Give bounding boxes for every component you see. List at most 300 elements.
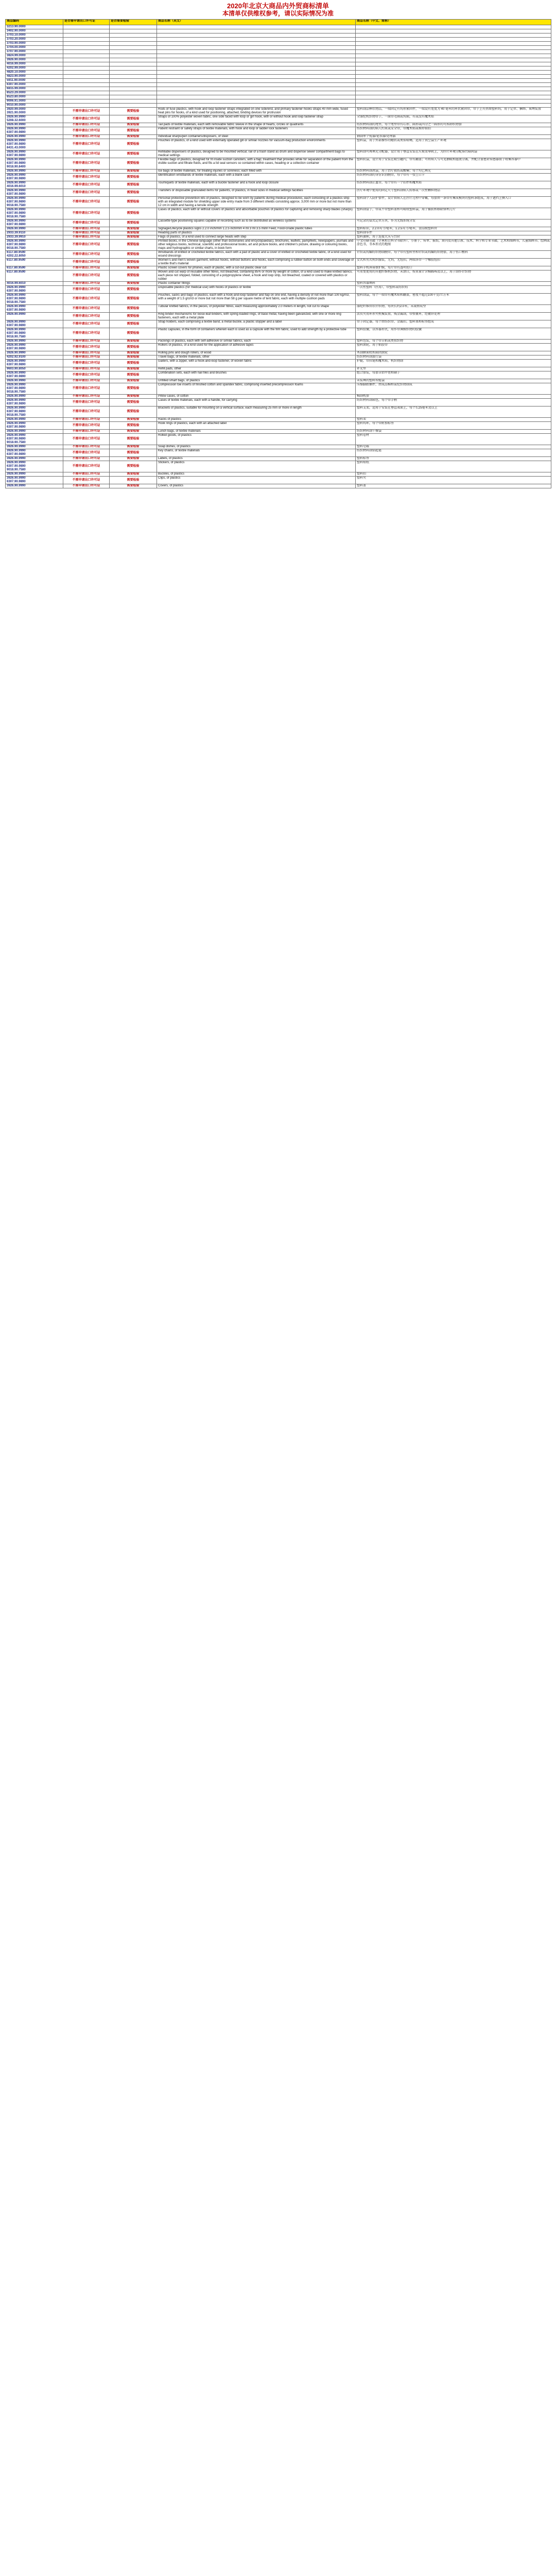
row-license-cell	[63, 42, 110, 46]
row-code-cell: 3926.90.9990	[6, 457, 63, 461]
row-license-cell: 不需申请出口许可证	[63, 123, 110, 127]
table-row	[6, 46, 551, 50]
row-name-en-cell: Rolling pins and dough rollers, of wood	[157, 351, 356, 355]
document-subtitle: 本清单仅供维权参考，请以实际情况为准	[222, 10, 334, 17]
table-row	[6, 434, 551, 445]
row-inspection-cell: 需要检验	[110, 259, 157, 266]
row-license-cell	[63, 33, 110, 38]
row-name-cn-cell: 塑料贴纸	[356, 461, 551, 472]
row-name-en-cell: Brackets of plastics, suitable for mounting on a vertical surface, each measuring 25 mm or more in length	[157, 406, 356, 418]
table-row	[6, 174, 551, 181]
row-license-cell: 不需申请出口许可证	[63, 484, 110, 488]
row-name-cn-cell: 纺织材料制的病人约束或安全带，带魔术贴或梯形锁扣	[356, 127, 551, 135]
table-row	[6, 266, 551, 270]
row-name-cn-cell: 塑料皂碟	[356, 445, 551, 449]
row-inspection-cell: 需要检验	[110, 174, 157, 181]
table-row	[6, 158, 551, 170]
row-name-cn-cell: 塑料扣	[356, 472, 551, 477]
row-license-cell: 不需申请出口许可证	[63, 270, 110, 282]
table-row	[6, 406, 551, 418]
row-license-cell: 不需申请出口许可证	[63, 313, 110, 320]
row-name-en-cell	[157, 50, 356, 54]
row-name-cn-cell	[356, 79, 551, 83]
row-code-cell: 6117.80.9590 4202.22.8050	[6, 251, 63, 259]
row-name-cn-cell	[356, 62, 551, 66]
row-code-cell: 3926.90.9990	[6, 135, 63, 139]
row-license-cell: 不需申请出口许可证	[63, 360, 110, 367]
row-name-cn-cell	[356, 46, 551, 50]
row-license-cell: 不需申请出口许可证	[63, 235, 110, 240]
row-name-cn-cell: 塑料包装，每个带自粘或类似织物	[356, 340, 551, 344]
row-name-en-cell: Pouches of plastics, of a kind used with externally operated gill or similar nozzles for vacuum-bag production environments	[157, 139, 356, 150]
row-code-cell: 3926.90.9990 6307.90.9890 9018.90.7580	[6, 240, 63, 251]
row-inspection-cell: 需要检验	[110, 270, 157, 282]
row-name-cn-cell: 塑料钩环，每个带附加标签	[356, 422, 551, 430]
row-name-en-cell: Individual sharps/pen containers/disposers, of steel	[157, 135, 356, 139]
row-license-cell: 不需申请出口许可证	[63, 158, 110, 170]
row-inspection-cell	[110, 83, 157, 87]
row-license-cell	[63, 87, 110, 91]
row-license-cell: 不需申请出口许可证	[63, 399, 110, 406]
row-name-cn-cell: 可记录的盒式定位方块，作为无线系统分发	[356, 219, 551, 227]
table-row	[6, 54, 551, 58]
row-name-en-cell	[157, 99, 356, 104]
row-inspection-cell: 需要检验	[110, 135, 157, 139]
row-name-en-cell	[157, 54, 356, 58]
table-body	[6, 25, 551, 488]
row-code-cell: 3402.90.0000	[6, 29, 63, 33]
row-name-en-cell: Wristbands of knitted or crocheted textile fabrics, each with a pad of plastic and a cover of knitted or crocheted textile fabric, of a kind used for wound dressings	[157, 251, 356, 259]
row-inspection-cell	[110, 75, 157, 79]
row-name-cn-cell: 纺织材料制箱包，每个带手柄	[356, 399, 551, 406]
table-row	[6, 50, 551, 54]
row-name-cn-cell: 钢制单个锐器/笔容器/处理器	[356, 135, 551, 139]
table-row	[6, 395, 551, 399]
row-license-cell: 不需申请出口许可证	[63, 418, 110, 422]
row-name-en-cell: Key chains, of textile materials	[157, 449, 356, 457]
row-name-cn-cell: 可重复使用的其他纤维机织物，未漂白，按重量计含棉85%及以上，用于制作针织物	[356, 270, 551, 282]
table-row	[6, 189, 551, 197]
row-name-en-cell: Signage/Lifecycle plastics signs 2.2.0 inch/mm 1.2.5 inch/mm 4 ml 3 ml 3.5 ml/in Feed, Food-Grade plastic tubes	[157, 227, 356, 231]
table-row	[6, 251, 551, 259]
row-code-cell: 3926.90.9990 6307.90.9890	[6, 344, 63, 351]
row-name-en-cell	[157, 104, 356, 108]
row-name-en-cell: Plastic container fillings	[157, 282, 356, 286]
row-inspection-cell: 需要检验	[110, 449, 157, 457]
row-license-cell	[63, 58, 110, 62]
row-name-en-cell: Printed books, in the Chinese language (other than dictionaries and encyclopaedias), brochures, leaflets, pamphlets, newspapers, journals and other religious books, technical, scientific and professional books, art and picture books, and children's picture, drawing or colouring books, maps and hydrographic or similar charts, in book form	[157, 240, 356, 251]
row-inspection-cell	[110, 62, 157, 66]
row-name-en-cell: Disposable plastics (for medical use) with hooks of plastics or textile	[157, 286, 356, 294]
row-name-cn-cell: 塑料制袋，每个一端带有魔术贴和翻盖，密度不超过100千克/立方米	[356, 294, 551, 305]
row-inspection-cell: 需要检验	[110, 351, 157, 355]
table-row	[6, 379, 551, 383]
row-name-en-cell: Rollers of plastics, of a kind used for the application of adhesive tapes	[157, 344, 356, 351]
row-code-cell: 3926.90.9990 6307.90.9890	[6, 150, 63, 158]
row-name-cn-cell: 塑料制品棒状物品，一端固定有钩形紧固件，一端设有宽度为 40 毫米的环状紧固带，带子上有热熔塑料钩，用于定位、捆绑、束缚装置	[356, 108, 551, 115]
table-row	[6, 139, 551, 150]
row-inspection-cell	[110, 50, 157, 54]
row-code-cell: 3926.90.9990 6307.90.9890 9018.90.7580	[6, 406, 63, 418]
row-name-cn-cell: 塑料盖	[356, 484, 551, 488]
row-name-en-cell: Soap dishes, of plastics	[157, 445, 356, 449]
table-row	[6, 227, 551, 231]
row-name-cn-cell	[356, 38, 551, 42]
row-license-cell: 不需申请出口许可证	[63, 472, 110, 477]
row-name-cn-cell: 棉制枕套	[356, 395, 551, 399]
row-name-cn-cell	[356, 71, 551, 75]
row-inspection-cell: 需要检验	[110, 313, 157, 320]
row-name-cn-cell: 补充垫	[356, 367, 551, 371]
row-name-en-cell	[157, 95, 356, 99]
row-name-cn-cell: 塑料制零件	[356, 231, 551, 235]
row-inspection-cell: 需要检验	[110, 305, 157, 313]
row-license-cell: 不需申请出口许可证	[63, 282, 110, 286]
row-inspection-cell	[110, 91, 157, 95]
row-name-en-cell	[157, 79, 356, 83]
row-code-cell: 3926.90.9990	[6, 445, 63, 449]
table-row	[6, 108, 551, 115]
row-license-cell	[63, 104, 110, 108]
row-name-en-cell: Pouches, sacks and bags of plastics, each with a hook-and-loop fastener and flap on one end, having a density of not more than 100 kg/m3, with a weight of 1.5 g/cm3 or more but not more than 58 g per square metre of tent fabric, each with multiple cushion pads	[157, 294, 356, 305]
table-row	[6, 418, 551, 422]
row-name-cn-cell	[356, 104, 551, 108]
row-license-cell: 不需申请出口许可证	[63, 251, 110, 259]
row-license-cell: 不需申请出口许可证	[63, 328, 110, 340]
table-row	[6, 286, 551, 294]
row-license-cell	[63, 29, 110, 33]
table-row	[6, 123, 551, 127]
row-license-cell: 不需申请出口许可证	[63, 139, 110, 150]
row-name-cn-cell	[356, 29, 551, 33]
table-row	[6, 135, 551, 139]
row-code-cell: 4202.92.9100	[6, 355, 63, 360]
row-name-cn-cell: 塑料制个人防护套件，设计供病人在医疗过程中穿戴，每套由一条带有集成模块的塑料条组成，用于遮挡上侧入口	[356, 197, 551, 208]
row-inspection-cell: 需要检验	[110, 477, 157, 484]
table-row	[6, 422, 551, 430]
row-license-cell	[63, 46, 110, 50]
row-license-cell: 不需申请出口许可证	[63, 434, 110, 445]
row-name-en-cell: Plastic screen covers for phones, each of plastic, with a cut-out plastic clear cut	[157, 266, 356, 270]
row-inspection-cell: 需要检验	[110, 158, 157, 170]
row-inspection-cell: 需要检验	[110, 379, 157, 383]
row-name-en-cell: Women's and men's woven garment, without hooks, without buttons and hooks, each comprising a rubber button on both ends and coverage of a textile that's material	[157, 259, 356, 266]
row-name-cn-cell: 全涤纶机织物带子，一面带毛圈或钩面，有或没有魔术贴	[356, 115, 551, 123]
row-inspection-cell: 需要检验	[110, 108, 157, 115]
row-inspection-cell: 需要检验	[110, 219, 157, 227]
table-row	[6, 62, 551, 66]
row-name-en-cell: Refillable dispensers of plastics, designed to be mounted vertical; rail of a trash stand as drum and dispense sewer compartment bags to medical settings	[157, 150, 356, 158]
row-name-cn-cell: 塑料夹	[356, 477, 551, 484]
row-name-en-cell: Tubular knitted fabrics, in the pieces, of polyester fibres, each measuring approximately 2.0 meters in length, not cut to shape	[157, 305, 356, 313]
table-row	[6, 328, 551, 340]
table-header-row	[6, 20, 551, 25]
row-inspection-cell: 需要检验	[110, 266, 157, 270]
row-code-cell: 3703.20.0000	[6, 38, 63, 42]
row-code-cell: 3926.90.9990 6307.90.9890 9018.90.7580	[6, 383, 63, 395]
row-name-cn-cell: 组合套装，每套含指甲锉和刷子	[356, 371, 551, 379]
row-code-cell: 3926.90.9990 6307.90.9890	[6, 189, 63, 197]
row-inspection-cell	[110, 87, 157, 91]
row-code-cell: 3703.90.0000	[6, 42, 63, 46]
row-name-cn-cell: 塑料滚轮，用于粘胶带	[356, 344, 551, 351]
row-name-cn-cell: 塑料制可再填充分配器，设计用于垂直安装在垃圾架导轨上，为医疗环境分配排污隔间袋	[356, 150, 551, 158]
row-license-cell: 不需申请出口许可证	[63, 340, 110, 344]
table-row	[6, 115, 551, 123]
table-row	[6, 367, 551, 371]
row-name-en-cell	[157, 42, 356, 46]
row-code-cell: 3926.90.9990	[6, 351, 63, 355]
document-sheet	[5, 0, 551, 488]
row-code-cell: 3926.90.9990 6307.90.9890	[6, 399, 63, 406]
row-inspection-cell	[110, 66, 157, 71]
row-inspection-cell: 需要检验	[110, 294, 157, 305]
row-code-cell: 6815.99.0000	[6, 87, 63, 91]
row-code-cell: 3926.90.9990 5208.32.6000	[6, 115, 63, 123]
row-name-en-cell: Hook rings of plastics, each with an attached label	[157, 422, 356, 430]
header-license: 是否需申请出口许可证	[63, 20, 110, 25]
row-license-cell: 不需申请出口许可证	[63, 406, 110, 418]
row-code-cell: 3707.90.0000	[6, 50, 63, 54]
row-name-cn-cell: 未装填的塑料智能袋	[356, 379, 551, 383]
table-row	[6, 399, 551, 406]
row-code-cell: 5911.90.0000	[6, 79, 63, 83]
row-name-en-cell: Personal protective prevention kits of plastics, designed to be worn by patients during medical procedures, each consisting of a plastics strip with an integrated module for shielding upper side entry made from 3 different shields consisting approx. 3,000 mm or more but not more than 12 cm in width and having a tensile strength	[157, 197, 356, 208]
table-row	[6, 461, 551, 472]
row-name-en-cell: Strap holders, each comprising a textile band, a metal buckle, a plastic stopper and a label	[157, 320, 356, 328]
table-row	[6, 104, 551, 108]
table-row	[6, 340, 551, 344]
table-row	[6, 445, 551, 449]
header-inspection: 是否需要检验	[110, 20, 157, 25]
row-inspection-cell: 需要检验	[110, 328, 157, 340]
row-inspection-cell: 需要检验	[110, 115, 157, 123]
row-license-cell: 不需申请出口许可证	[63, 197, 110, 208]
row-inspection-cell: 需要检验	[110, 150, 157, 158]
row-inspection-cell	[110, 95, 157, 99]
row-license-cell	[63, 79, 110, 83]
row-code-cell: 3926.90.9990	[6, 313, 63, 320]
row-name-cn-cell: 纺织材料制的尾垫，每个尾垫带有心形、圆形或四分之一圆形的可拆卸织物套	[356, 123, 551, 127]
row-inspection-cell: 需要检验	[110, 344, 157, 351]
row-name-cn-cell: 塑料架	[356, 418, 551, 422]
row-name-en-cell: Cassette-type positioning squares capable of recording such as to be distributed as wireless systems	[157, 219, 356, 227]
row-license-cell: 不需申请出口许可证	[63, 108, 110, 115]
row-inspection-cell	[110, 99, 157, 104]
row-code-cell: 3926.90.9990 6307.90.9890 9018.90.7580	[6, 208, 63, 219]
row-name-cn-cell	[356, 42, 551, 46]
row-name-en-cell	[157, 71, 356, 75]
row-name-en-cell: Plastic capsules, in the form of containers wherein each is used as a capsule with the film fabric, used to add strength by a protective tube	[157, 328, 356, 340]
table-row	[6, 351, 551, 355]
row-name-en-cell: Labels, of plastics	[157, 457, 356, 461]
row-name-en-cell: Straps of 100% polyester woven fabric, one side faced with loop or girl hook, with or without hook and loop fastener strap	[157, 115, 356, 123]
row-inspection-cell	[110, 42, 157, 46]
row-license-cell: 不需申请出口许可证	[63, 150, 110, 158]
row-inspection-cell: 需要检验	[110, 484, 157, 488]
row-license-cell: 不需申请出口许可证	[63, 395, 110, 399]
row-name-en-cell: Ring binder mechanisms for loose-leaf binders, with spring-loaded rings, of base metal, having been galvanized, with one or more ring fasteners, each with a metal plate	[157, 313, 356, 320]
table-row	[6, 219, 551, 227]
row-name-en-cell: Refill pads, other	[157, 367, 356, 371]
row-name-en-cell	[157, 58, 356, 62]
row-name-cn-cell: 护腿，带拉链和魔术贴，机织物制	[356, 360, 551, 367]
row-name-en-cell: Travel bags, of textile materials, other	[157, 355, 356, 360]
row-inspection-cell: 需要检验	[110, 355, 157, 360]
row-license-cell: 不需申请出口许可证	[63, 445, 110, 449]
row-name-cn-cell: 塑料标识，2.2.0英寸/毫米，1.2.5英寸/毫米，食品级塑料管	[356, 227, 551, 231]
row-inspection-cell: 需要检验	[110, 418, 157, 422]
table-row	[6, 457, 551, 461]
row-name-cn-cell: 医疗环境中使用的固定尺寸塑料制病人转移或一次性颗粒物品	[356, 189, 551, 197]
row-inspection-cell: 需要检验	[110, 367, 157, 371]
table-row	[6, 75, 551, 79]
row-code-cell: 3926.90.9990 6307.90.9890 9018.90.7580	[6, 328, 63, 340]
row-inspection-cell: 需要检验	[110, 430, 157, 434]
row-name-en-cell: Covers, of plastics	[157, 484, 356, 488]
row-inspection-cell	[110, 54, 157, 58]
row-license-cell: 不需申请出口许可证	[63, 344, 110, 351]
row-name-en-cell: Compression toe inserts of finished cotton and spandex fabric, comprising inserted precompression foams	[157, 383, 356, 395]
row-code-cell: 3926.90.9990 6307.90.9890	[6, 127, 63, 135]
table-row	[6, 42, 551, 46]
row-name-cn-cell	[356, 99, 551, 104]
row-code-cell: 3926.90.9990 6307.90.9890	[6, 305, 63, 313]
row-code-cell: 9006.91.0000	[6, 99, 63, 104]
table-row	[6, 150, 551, 158]
row-name-en-cell: Clips, of plastics	[157, 477, 356, 484]
row-license-cell: 不需申请出口许可证	[63, 294, 110, 305]
row-name-en-cell: Rolled goods, of plastics	[157, 434, 356, 445]
row-name-en-cell	[157, 38, 356, 42]
row-code-cell: 8523.80.0000	[6, 95, 63, 99]
row-name-cn-cell	[356, 25, 551, 29]
row-code-cell: 3926.90.9990 6307.90.9890	[6, 477, 63, 484]
row-code-cell: 4016.99.0000	[6, 62, 63, 66]
row-code-cell: 3926.90.9990	[6, 472, 63, 477]
row-name-cn-cell: 一次性塑料（医用），带塑料或纺织钩	[356, 286, 551, 294]
row-code-cell: 3703.10.0000	[6, 33, 63, 38]
row-inspection-cell: 需要检验	[110, 282, 157, 286]
row-inspection-cell: 需要检验	[110, 286, 157, 294]
row-name-en-cell	[157, 29, 356, 33]
row-name-cn-cell	[356, 91, 551, 95]
row-name-cn-cell	[356, 87, 551, 91]
row-inspection-cell: 需要检验	[110, 227, 157, 231]
row-name-cn-cell	[356, 50, 551, 54]
row-license-cell: 不需申请出口许可证	[63, 371, 110, 379]
row-license-cell: 不需申请出口许可证	[63, 461, 110, 472]
row-license-cell: 不需申请出口许可证	[63, 320, 110, 328]
row-inspection-cell: 需要检验	[110, 422, 157, 430]
row-license-cell: 不需申请出口许可证	[63, 477, 110, 484]
row-license-cell: 不需申请出口许可证	[63, 430, 110, 434]
row-name-cn-cell: 塑料袋，用于外部操作的鳃状或类似喷嘴，适用于真空袋生产环境	[356, 139, 551, 150]
row-name-en-cell: Packings of plastics, each with self-adhesive or similar fabrics, each	[157, 340, 356, 344]
table-row	[6, 477, 551, 484]
row-inspection-cell	[110, 58, 157, 62]
row-license-cell: 不需申请出口许可证	[63, 259, 110, 266]
row-inspection-cell: 需要检验	[110, 231, 157, 235]
row-license-cell: 不需申请出口许可证	[63, 174, 110, 181]
row-name-cn-cell	[356, 83, 551, 87]
row-code-cell: 2933.39.9110	[6, 231, 63, 235]
table-row	[6, 170, 551, 174]
row-license-cell	[63, 75, 110, 79]
row-code-cell: 6117.80.9590	[6, 266, 63, 270]
table-row	[6, 197, 551, 208]
row-inspection-cell: 需要检验	[110, 461, 157, 472]
row-code-cell: 3926.90.9990 6307.90.9890 9018.90.7580	[6, 461, 63, 472]
row-name-cn-cell: 带子固定器，每个由纺织带、金属扣、塑料塞和标签组成	[356, 320, 551, 328]
table-row	[6, 294, 551, 305]
row-name-en-cell: Patient restraint or safety straps of textile materials, with hook and loop or ladder lock fasteners	[157, 127, 356, 135]
row-license-cell	[63, 38, 110, 42]
table-row	[6, 66, 551, 71]
row-license-cell: 不需申请出口许可证	[63, 457, 110, 461]
row-license-cell: 不需申请出口许可证	[63, 219, 110, 227]
row-code-cell: 3926.90.9990 6307.90.9890	[6, 371, 63, 379]
row-license-cell: 不需申请出口许可证	[63, 227, 110, 231]
row-name-cn-cell: 木制擀面杖和面团滚轮	[356, 351, 551, 355]
row-name-cn-cell: 塑料容器填料	[356, 282, 551, 286]
row-name-en-cell: Transfers or disposable granulated items for patients, of plastics, in fixed sizes in medical settings facilities	[157, 189, 356, 197]
row-code-cell: 3926.90.9990 6307.90.9890	[6, 360, 63, 367]
row-inspection-cell: 需要检验	[110, 360, 157, 367]
row-inspection-cell	[110, 104, 157, 108]
table-row	[6, 25, 551, 29]
row-name-en-cell: Identification wristbands of textile materials, each with a blank card	[157, 174, 356, 181]
table-row	[6, 240, 551, 251]
row-code-cell: 3926.90.9990	[6, 123, 63, 127]
row-inspection-cell: 需要检验	[110, 395, 157, 399]
row-inspection-cell: 需要检验	[110, 472, 157, 477]
table-row	[6, 83, 551, 87]
row-code-cell: 3926.90.9990 6307.90.9890 8431.43.0000	[6, 139, 63, 150]
row-name-cn-cell: 塑料制盒子，带或不带塑料盖和可吸收塑料袋，用于捕获和移除锋利刀片	[356, 208, 551, 219]
row-code-cell: 3926.90.9990 6307.90.9890	[6, 174, 63, 181]
table-row	[6, 430, 551, 434]
row-name-cn-cell: 纺织材料制止血带，每个带有一个扣件和魔术贴	[356, 181, 551, 189]
row-license-cell	[63, 83, 110, 87]
row-code-cell: 3926.90.9990 6307.90.9890 9018.90.7580	[6, 294, 63, 305]
row-code-cell: 3926.90.9990 6307.90.9890	[6, 320, 63, 328]
row-code-cell: 4823.90.0000	[6, 75, 63, 79]
row-license-cell: 不需申请出口许可证	[63, 383, 110, 395]
row-license-cell: 不需申请出口许可证	[63, 189, 110, 197]
row-name-en-cell	[157, 87, 356, 91]
row-name-cn-cell: 纺织材料制午餐袋	[356, 430, 551, 434]
row-name-cn-cell: 纺织材料制钥匙链	[356, 449, 551, 457]
row-code-cell: 3824.99.0000	[6, 54, 63, 58]
table-row	[6, 344, 551, 351]
row-name-en-cell: Pillow cases, of cotton	[157, 395, 356, 399]
row-inspection-cell: 需要检验	[110, 208, 157, 219]
row-inspection-cell: 需要检验	[110, 371, 157, 379]
row-name-en-cell: Flexible bags of plastics, designed for fit inside suction canisters, with a flap; treatment that provides while for separation of the patient from the visible suction and filtrate fluids, and fits a lid seal sensors so contained within cases, heading or a collection container	[157, 158, 356, 170]
row-code-cell: 6117.80.9590	[6, 259, 63, 266]
row-name-en-cell: Cases of plastics, each with or without covers of plastics and absorbable pouches of plastics for capturing and removing sharp blades (sharps)	[157, 208, 356, 219]
row-inspection-cell: 需要检验	[110, 127, 157, 135]
row-code-cell: 9603.90.8050	[6, 367, 63, 371]
row-license-cell: 不需申请出口许可证	[63, 422, 110, 430]
row-name-en-cell	[157, 46, 356, 50]
table-row	[6, 449, 551, 457]
row-name-cn-cell: 女式和男式机织服装，无钩，无纽扣，两端各带一个橡胶纽扣	[356, 259, 551, 266]
row-name-en-cell: Unfilled smart bags, of plastics	[157, 379, 356, 383]
row-license-cell: 不需申请出口许可证	[63, 208, 110, 219]
table-row	[6, 71, 551, 75]
